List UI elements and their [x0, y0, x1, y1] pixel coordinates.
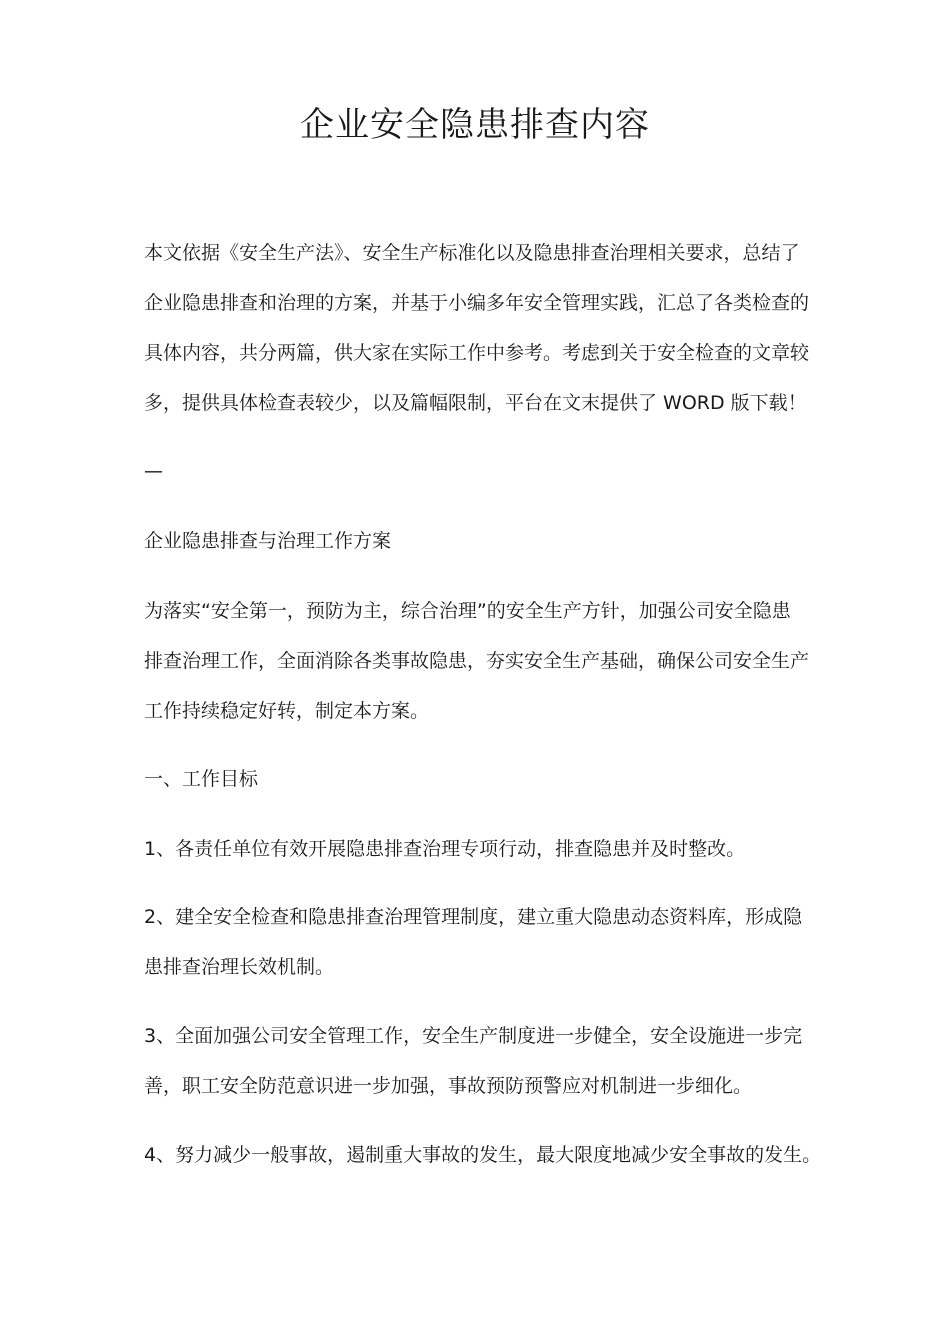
text-line: 工作持续稳定好转，制定本方案。 [144, 700, 430, 722]
goal-item-4 [144, 1130, 822, 1180]
text-line: 4、努力减少一般事故，遏制重大事故的发生，最大限度地减少安全事故的发生。 [144, 1144, 822, 1166]
text-line: 3、全面加强公司安全管理工作，安全生产制度进一步健全，安全设施进一步完 [144, 1025, 803, 1047]
text-line: 本文依据《安全生产法》、安全生产标准化以及隐患排查治理相关要求，总结了 [144, 242, 800, 264]
text-line: 2、建全安全检查和隐患排查治理管理制度，建立重大隐患动态资料库，形成隐 [144, 906, 803, 928]
goal-item-3 [144, 1011, 808, 1111]
intro-paragraph [144, 228, 808, 428]
section-marker [144, 446, 808, 496]
text-line: 一、工作目标 [144, 768, 259, 790]
purpose-paragraph [144, 586, 808, 736]
goal-item-2 [144, 892, 808, 992]
text-line: 具体内容，共分两篇，供大家在实际工作中参考。考虑到关于安全检查的文章较 [144, 342, 810, 364]
text-line: 多，提供具体检查表较少，以及篇幅限制，平台在文末提供了 WORD 版下载！ [144, 392, 807, 414]
text-line: 1、各责任单位有效开展隐患排查治理专项行动，排查隐患并及时整改。 [144, 838, 746, 860]
heading-work-goals [144, 754, 808, 804]
text-line: 企业隐患排查与治理工作方案 [144, 530, 392, 552]
text-line: 企业隐患排查和治理的方案，并基于小编多年安全管理实践，汇总了各类检查的 [144, 292, 810, 314]
text-line: 患排查治理长效机制。 [144, 956, 335, 978]
section-title [144, 516, 808, 566]
text-line: 为落实“安全第一，预防为主，综合治理”的安全生产方针，加强公司安全隐患 [144, 600, 791, 622]
text-line: — [144, 460, 163, 482]
goal-item-1 [144, 824, 808, 874]
text-line: 排查治理工作，全面消除各类事故隐患，夯实安全生产基础，确保公司安全生产 [144, 650, 810, 672]
document-title: 企业安全隐患排查内容 [300, 105, 650, 145]
text-line: 善，职工安全防范意识进一步加强，事故预防预警应对机制进一步细化。 [144, 1075, 753, 1097]
